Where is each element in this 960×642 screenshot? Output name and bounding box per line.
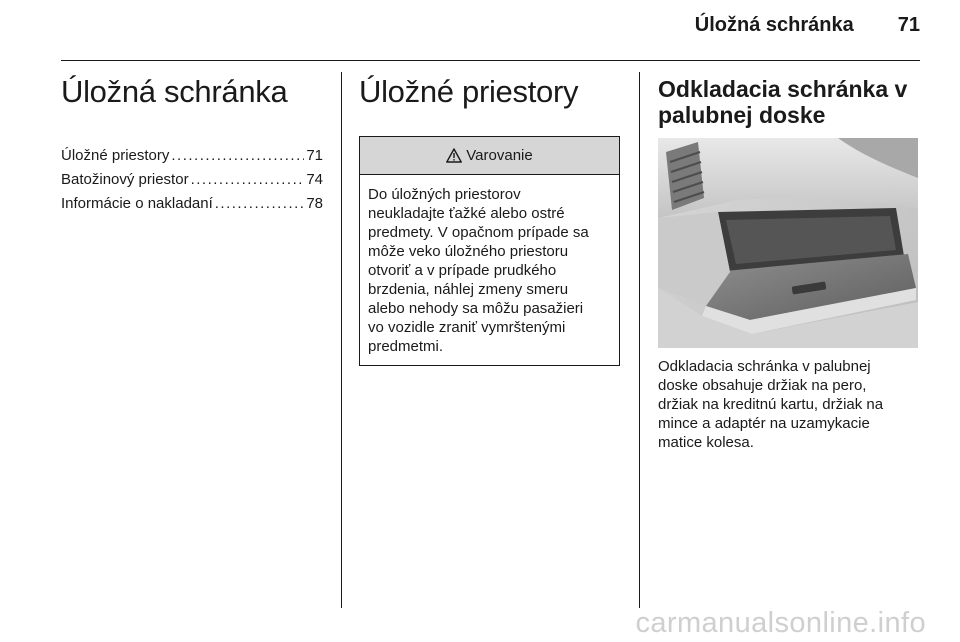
- toc-entry-page: 71: [306, 147, 323, 164]
- column-divider-2: [639, 72, 640, 608]
- chapter-title: Úložná schránka: [61, 74, 288, 109]
- toc-entry-title: Informácie o nakladaní: [61, 195, 213, 212]
- column-divider-1: [341, 72, 342, 608]
- toc-leader-dots: [171, 144, 304, 168]
- warning-line: otvoriť a v prípade prudkého: [368, 262, 557, 279]
- toc-entry[interactable]: [61, 192, 323, 216]
- warning-label: Varovanie: [466, 147, 533, 164]
- warning-line: predmety. V opačnom prípade sa: [368, 224, 589, 241]
- toc-leader-dots: [215, 192, 305, 216]
- warning-line: alebo nehody sa môžu pasažieri: [368, 300, 584, 317]
- warning-line: môže veko úložného priestoru: [368, 243, 569, 260]
- glovebox-photo: [658, 138, 918, 348]
- middle-column: [359, 68, 621, 366]
- toc-leader-dots: [191, 168, 305, 192]
- subsection-title-line: palubnej doske: [658, 102, 826, 128]
- warning-line: vo vozidle zraniť vymrštenými: [368, 319, 566, 336]
- section-title: Úložné priestory: [359, 74, 579, 109]
- right-column: [658, 68, 920, 452]
- toc-entry-page: 78: [306, 195, 323, 212]
- warning-line: Do úložných priestorov: [368, 186, 521, 203]
- left-column: [61, 68, 323, 232]
- table-of-contents: [61, 144, 323, 216]
- subsection-title-line: Odkladacia schránka v: [658, 76, 908, 102]
- running-header: [695, 14, 920, 37]
- toc-entry-title: Batožinový priestor: [61, 171, 189, 188]
- toc-entry-title: Úložné priestory: [61, 147, 170, 164]
- body-line: držiak na kreditnú kartu, držiak na: [658, 396, 884, 413]
- warning-header: [360, 137, 619, 175]
- warning-box: [359, 136, 620, 366]
- body-line: Odkladacia schránka v palubnej: [658, 358, 871, 375]
- header-rule: [61, 60, 920, 61]
- watermark: carmanualsonline.info: [635, 607, 926, 639]
- subsection-title: [658, 76, 920, 128]
- toc-entry[interactable]: [61, 168, 323, 192]
- warning-line: neukladajte ťažké alebo ostré: [368, 205, 565, 222]
- warning-line: predmetmi.: [368, 338, 444, 355]
- running-title: Úložná schránka: [694, 14, 854, 36]
- body-line: doske obsahuje držiak na pero,: [658, 377, 867, 394]
- warning-text: [360, 175, 619, 365]
- warning-line: brzdenia, náhlej zmeny smeru: [368, 281, 569, 298]
- body-text: [658, 357, 920, 452]
- body-line: matice kolesa.: [658, 434, 754, 451]
- body-line: mince a adaptér na uzamykacie: [658, 415, 870, 432]
- toc-entry-page: 74: [306, 171, 323, 188]
- page-number: 71: [897, 14, 920, 36]
- toc-entry[interactable]: [61, 144, 323, 168]
- warning-triangle-icon: [446, 148, 462, 163]
